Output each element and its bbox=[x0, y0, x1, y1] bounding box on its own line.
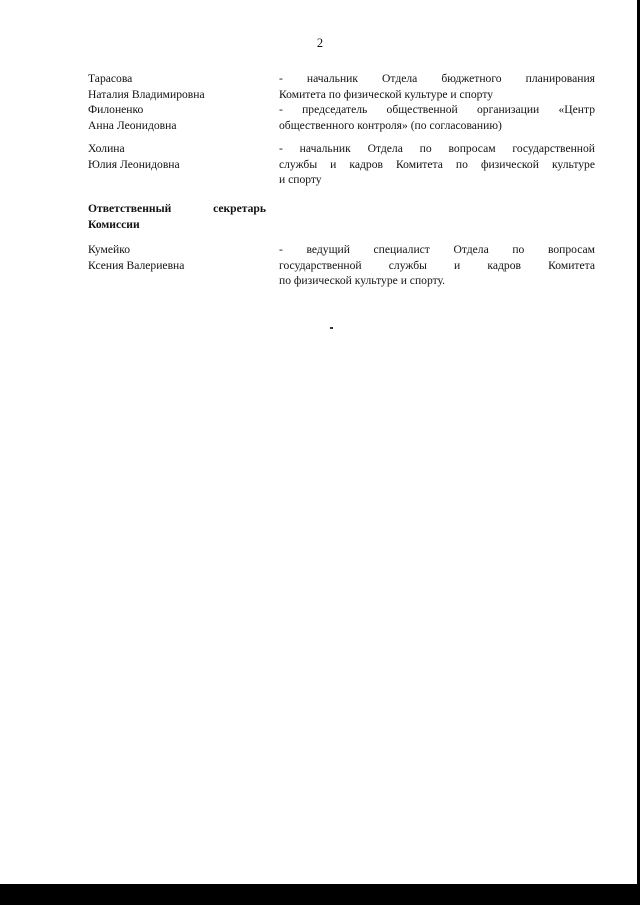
secretary-heading bbox=[88, 201, 266, 232]
secretary-heading-line: Комиссии bbox=[88, 217, 140, 231]
role-line: - председатель общественной организации «Центр bbox=[279, 103, 595, 116]
member-role bbox=[279, 71, 595, 102]
role-line: службы и кадров Комитета по физической культуре bbox=[279, 157, 595, 171]
secretary-name bbox=[88, 242, 273, 273]
member-entry-filonenko bbox=[88, 102, 595, 134]
member-name bbox=[88, 141, 273, 172]
member-role bbox=[279, 102, 595, 133]
member-surname: Тарасова bbox=[88, 72, 133, 85]
member-surname: Филоненко bbox=[88, 103, 144, 116]
member-surname: Холина bbox=[88, 142, 125, 155]
secretary-given-names: Ксения Валериевна bbox=[88, 258, 185, 272]
scan-edge-bottom bbox=[0, 884, 640, 905]
member-name bbox=[88, 71, 273, 102]
secretary-entry-kumeyko bbox=[88, 242, 595, 290]
secretary-surname: Кумейко bbox=[88, 243, 131, 256]
member-name bbox=[88, 102, 273, 133]
member-given-names: Юлия Леонидовна bbox=[88, 157, 180, 171]
role-line: Комитета по физической культуре и спорту bbox=[279, 87, 494, 101]
page-number: 2 bbox=[316, 36, 324, 50]
role-line: - начальник Отдела по вопросам государственной bbox=[279, 142, 595, 155]
member-entry-tarasova bbox=[88, 71, 595, 103]
member-role bbox=[279, 141, 595, 188]
member-entry-kholina bbox=[88, 141, 595, 189]
secretary-role bbox=[279, 242, 595, 289]
member-given-names: Наталия Владимировна bbox=[88, 87, 205, 101]
secretary-heading-line: Ответственный секретарь bbox=[88, 202, 266, 215]
member-given-names: Анна Леонидовна bbox=[88, 118, 177, 132]
role-line: общественного контроля» (по согласованию) bbox=[279, 118, 502, 132]
role-line: - ведущий специалист Отдела по вопросам bbox=[279, 243, 595, 256]
scan-mark bbox=[330, 327, 333, 329]
role-line: государственной службы и кадров Комитета bbox=[279, 258, 595, 272]
role-line: по физической культуре и спорту. bbox=[279, 274, 446, 287]
role-line: и спорту bbox=[279, 173, 322, 186]
role-line: - начальник Отдела бюджетного планирования bbox=[279, 72, 595, 85]
